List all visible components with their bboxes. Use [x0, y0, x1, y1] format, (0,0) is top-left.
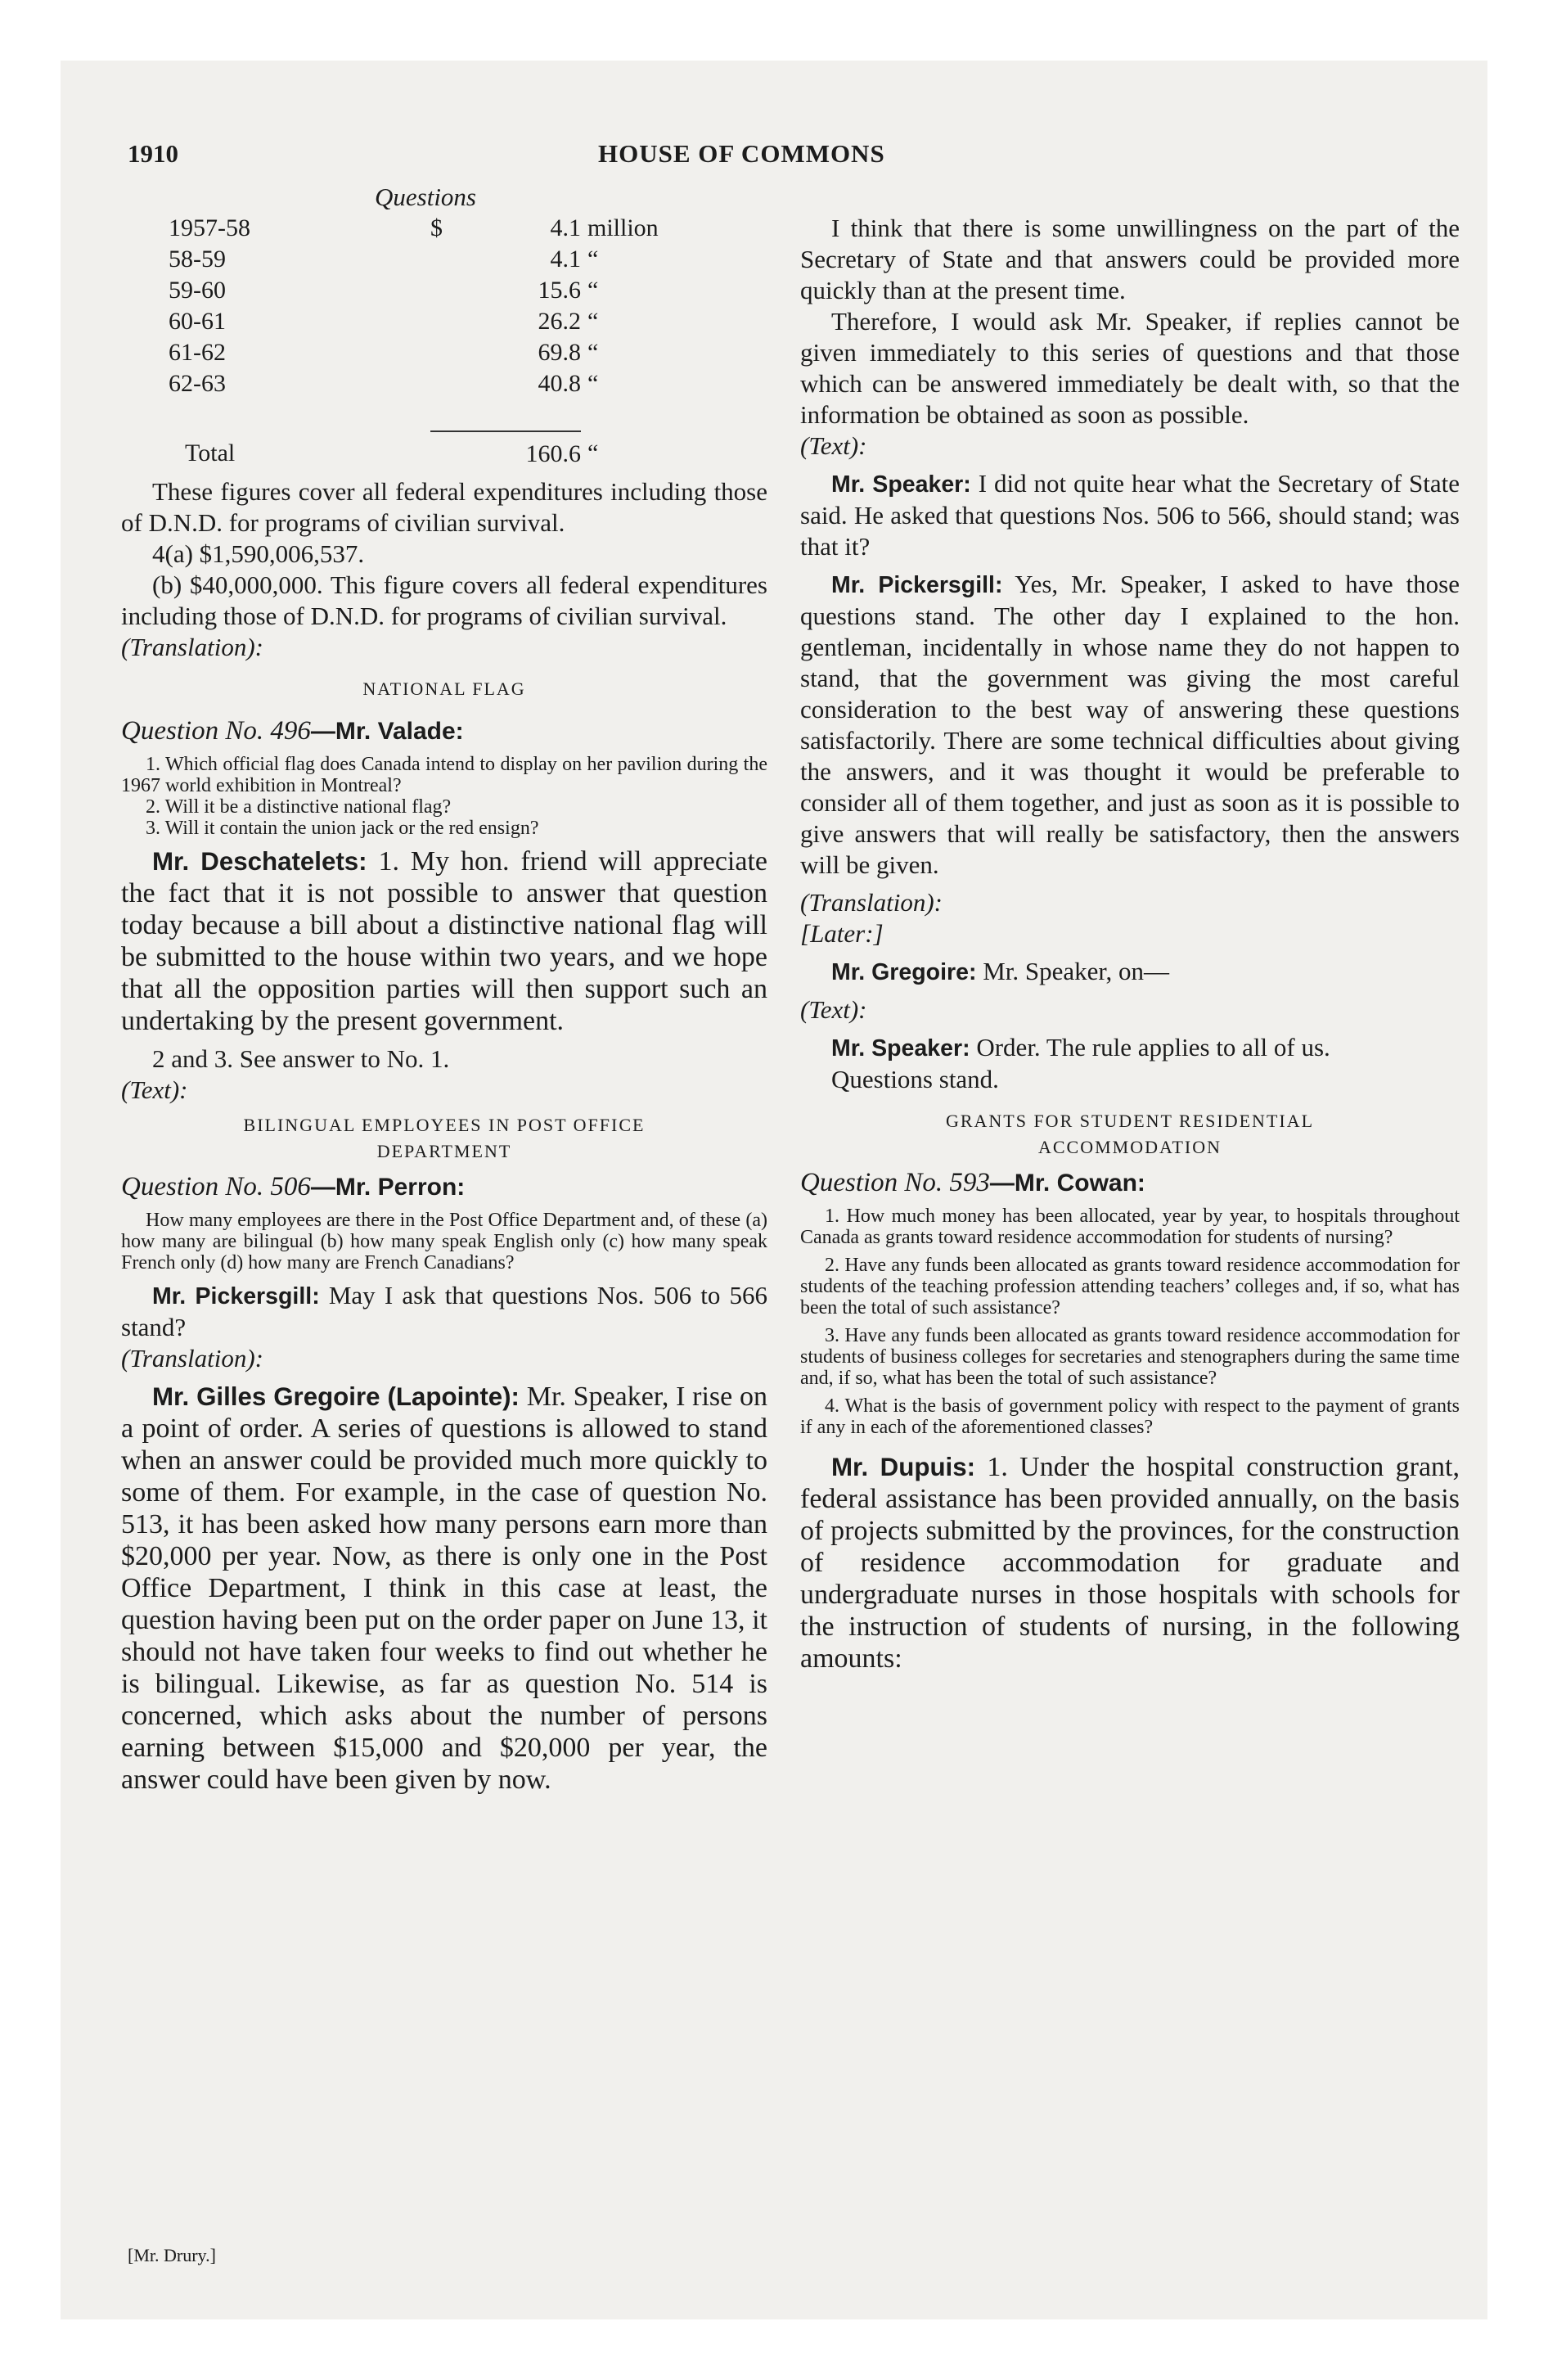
translation-label: (Translation): [121, 633, 263, 661]
table-cell-unit: “ [587, 246, 599, 273]
left-column [121, 182, 767, 1796]
translation-label: (Translation): [800, 888, 943, 917]
paragraph: 4(a) $1,590,006,537. [152, 539, 365, 568]
question-593-items [800, 1206, 1460, 1438]
table-cell-currency [430, 244, 457, 275]
paragraph: Therefore, I would ask Mr. Speaker, if replies cannot be given immediately to this series of questions and that those which can be answered immediately be dealt with, so that the information be obtained as soon as possible. [800, 307, 1460, 429]
question-item: 1. How much money has been allocated, year by year, to hospitals throughout Canada as grants toward residence accommodation for students of nursing? [800, 1206, 1460, 1248]
table-row [169, 244, 743, 275]
right-column [800, 182, 1460, 1675]
paragraph: (b) $40,000,000. This figure covers all federal expenditures including those of D.N.D. for programs of civilian survival. [121, 570, 767, 630]
question-506-text: How many employees are there in the Post Office Department and, of these (a) how many are bilingual (b) how many speak English only (c) how many speak French only (d) how many are French Canadians? [121, 1210, 767, 1273]
table-row [169, 275, 743, 306]
table-cell-amount: 69.8 [538, 339, 581, 366]
table-row [169, 306, 743, 337]
text-label: (Text): [121, 1075, 188, 1104]
running-header [128, 139, 1437, 175]
table-cell-currency [430, 337, 457, 368]
question-496-items [121, 754, 767, 839]
table-cell-unit: “ [587, 339, 599, 366]
text-label: (Text): [800, 431, 867, 460]
later-label: [Later:] [800, 919, 884, 948]
table-cell-year: 60-61 [169, 308, 226, 335]
questions-stand: Questions stand. [831, 1065, 999, 1093]
text-label: (Text): [800, 995, 867, 1024]
table-cell-unit: “ [587, 370, 599, 397]
remark-gregoire: Mr. Gilles Gregoire (Lapointe): Mr. Speaker, I rise on a point of order. A series of questions is allowed to stand when an answer could be provided much more quickly to some of them. For example, in the case of question No. 513, it has been asked how many persons earn more than $20,000 per year. Now, as there is only one in the Post Office Department, I think in this case at least, the question having been put on the order paper on June 13, it should not have taken four weeks to find out whether he is bilingual. Likewise, as far as question No. 514 is concerned, which asks about the number of persons earning between $15,000 and $20,000 per year, the answer could have been given by now. [121, 1382, 767, 1795]
table-cell-amount: 40.8 [538, 370, 581, 397]
question-item: 2. Have any funds been allocated as grants toward residence accommodation for students of the teaching profession attending teachers’ colleges and, if so, what has been the total of such assistance? [800, 1255, 1460, 1318]
question-506-heading: Question No. 506—Mr. Perron: [121, 1172, 466, 1201]
paragraph: 2 and 3. See answer to No. 1. [152, 1044, 450, 1073]
table-cell-unit: “ [587, 277, 599, 304]
question-item: 2. Will it be a distinctive national flag? [146, 796, 452, 818]
question-496-heading: Question No. 496—Mr. Valade: [121, 716, 464, 746]
table-cell-year: 59-60 [169, 277, 226, 304]
question-item: 1. Which official flag does Canada intend to display on her pavilion during the 1967 world exhibition in Montreal? [121, 754, 767, 796]
table-cell-year: 61-62 [169, 339, 226, 366]
section-heading-national-flag: NATIONAL FLAG [362, 678, 526, 699]
paragraph: I think that there is some unwillingness on the part of the Secretary of State and that answers could be provided more quickly than at the present time. [800, 214, 1460, 304]
remark-speaker: Mr. Speaker: I did not quite hear what the Secretary of State said. He asked that questions Nos. 506 to 566, should stand; was that it? [800, 469, 1460, 561]
table-cell-currency [430, 306, 457, 337]
questions-label: Questions [375, 183, 476, 211]
table-cell-year: 1957-58 [169, 214, 250, 241]
question-593-heading: Question No. 593—Mr. Cowan: [800, 1168, 1145, 1197]
remark-pickersgill: Mr. Pickersgill: Yes, Mr. Speaker, I asked to have those questions stand. The other day I explained to the hon. gentleman, incidentally in whose name they do not happen to stand, that the government was giving the most careful consideration to the best way of answering these questions satisfactorily. There are some technical difficulties about giving the answers, and it was thought it would be preferable to consider all of them together, and just as soon as it is possible to give answers that will really be satisfactory, then the answers will be given. [800, 570, 1460, 879]
remark-pickersgill: Mr. Pickersgill: May I ask that questions Nos. 506 to 566 stand? [121, 1281, 768, 1341]
table-cell-unit: “ [587, 308, 599, 335]
table-cell-unit: million [587, 214, 659, 241]
table-cell-currency: $ [430, 214, 443, 241]
remark-speaker: Mr. Speaker: Order. The rule applies to all of us. [831, 1033, 1330, 1062]
paragraph: These figures cover all federal expenditures including those of D.N.D. for programs of civilian survival. [121, 477, 767, 537]
translation-label: (Translation): [121, 1344, 263, 1373]
total-unit: “ [587, 439, 599, 467]
page-title: HOUSE OF COMMONS [598, 139, 885, 168]
table-cell-amount: 26.2 [538, 308, 581, 335]
table-cell-year: 62-63 [169, 370, 226, 397]
remark-gregoire: Mr. Gregoire: Mr. Speaker, on— [831, 957, 1170, 985]
table-row [169, 368, 743, 399]
answer-deschatelets: Mr. Deschatelets: 1. My hon. friend will appreciate the fact that it is not possible to answer that question today because a bill about a distinctive national flag will be submitted to the house within two years, and we hope that all the opposition parties will then support such an undertaking by the present government. [121, 846, 767, 1036]
table-row [169, 337, 743, 368]
table-row [169, 213, 743, 244]
table-cell-amount: 15.6 [538, 277, 581, 304]
answer-dupuis: Mr. Dupuis: 1. Under the hospital construction grant, federal assistance has been provided annually, on the basis of projects submitted by the provinces, for the construction of residence accommodation for graduate and undergraduate nurses in those hospitals with schools for the instruction of students of nursing, in the following amounts: [800, 1452, 1460, 1674]
table-cell-currency [430, 368, 457, 399]
table-cell-amount: 4.1 [550, 246, 581, 273]
total-amount: 160.6 [457, 431, 581, 470]
question-item: 4. What is the basis of government policy with respect to the payment of grants if any in each of the aforementioned classes? [800, 1395, 1460, 1438]
table-total-row [169, 431, 743, 470]
table-cell-amount: 4.1 [550, 214, 581, 241]
page-number: 1910 [128, 139, 178, 168]
table-cell-currency [430, 275, 457, 306]
section-heading-grants: GRANTS FOR STUDENT RESIDENTIAL ACCOMMODATION [945, 1111, 1315, 1157]
question-item: 3. Will it contain the union jack or the red ensign? [146, 818, 539, 839]
footer-note: [Mr. Drury.] [128, 2245, 216, 2265]
expenditure-table [169, 213, 743, 470]
total-label: Total [185, 439, 236, 467]
section-heading-post-office: BILINGUAL EMPLOYEES IN POST OFFICE DEPARTMENT [243, 1115, 646, 1161]
table-cell-year: 58-59 [169, 246, 226, 273]
question-item: 3. Have any funds been allocated as grants toward residence accommodation for students of business colleges for secretaries and stenographers during the same time and, if so, what has been the total of such assistance? [800, 1325, 1460, 1389]
